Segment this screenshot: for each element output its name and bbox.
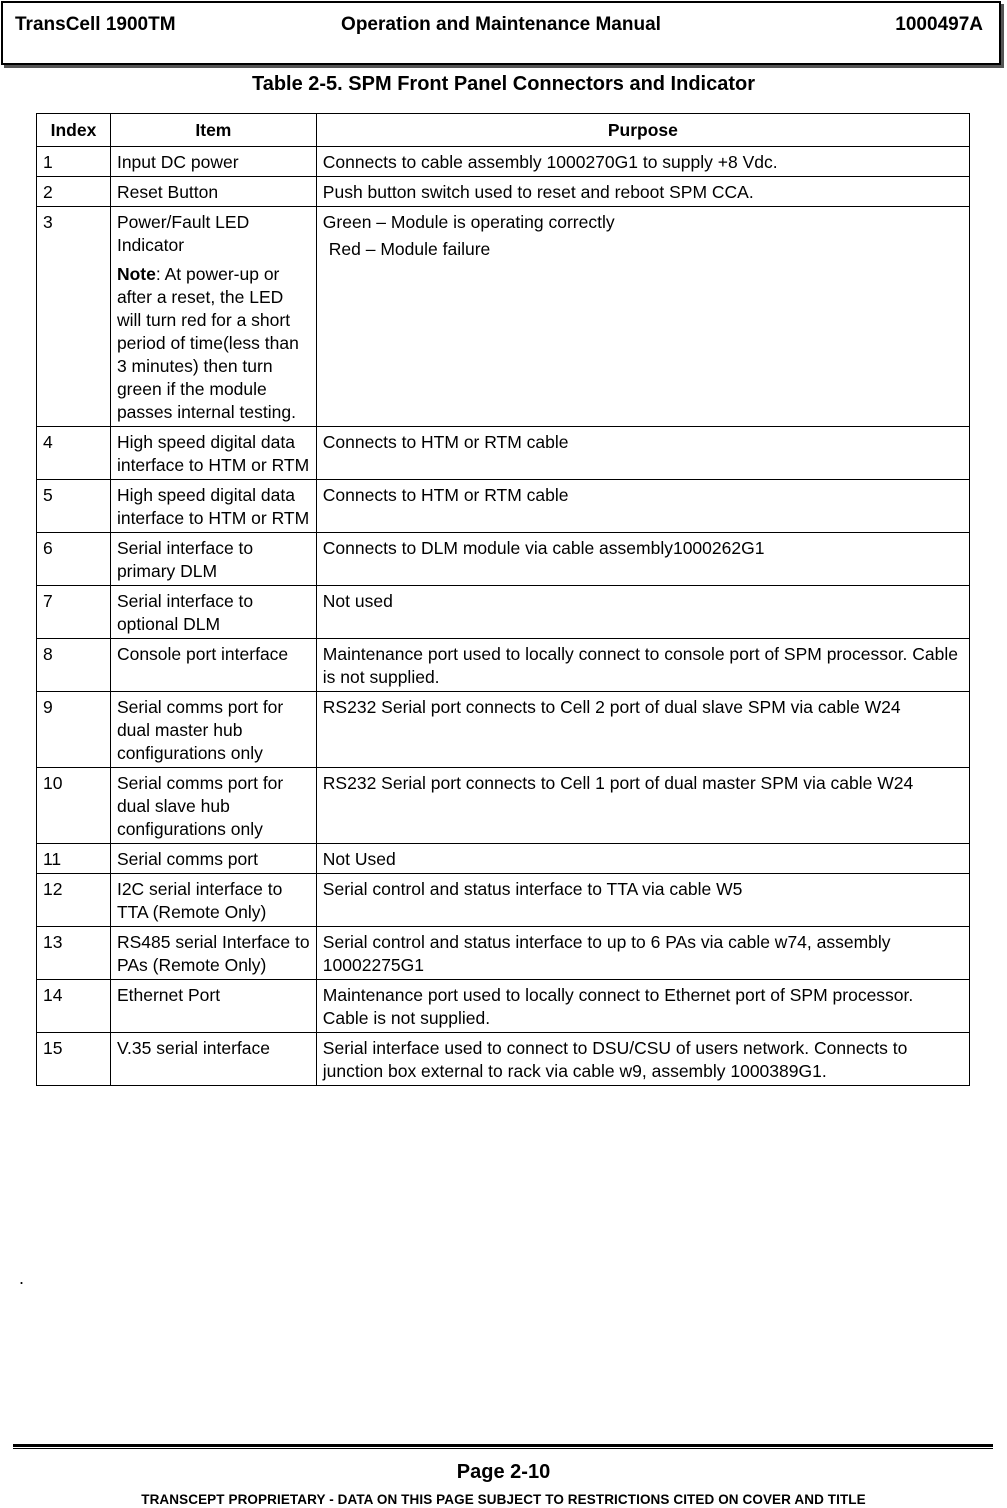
header-product: TransCell 1900TM [15,14,176,35]
row-purpose: Maintenance port used to locally connect to Ethernet port of SPM processor. Cable is not supplied. [316,980,969,1033]
row-purpose: Not used [316,586,969,639]
row-item: Ethernet Port [110,980,316,1033]
row-item: Serial comms port for dual master hub configurations only [110,692,316,768]
table-row [37,1033,970,1086]
note-label: Note [116,264,156,284]
row-item: High speed digital data interface to HTM or RTM [110,480,316,533]
connectors-table [36,113,970,1086]
row-purpose: Connects to HTM or RTM cable [316,427,969,480]
header-manual-title: Operation and Maintenance Manual [341,14,661,35]
row-index: 4 [37,427,111,480]
row-index: 9 [37,692,111,768]
row-purpose: Serial control and status interface to up to 6 PAs via cable w74, assembly 10002275G1 [316,927,969,980]
row-purpose: Green – Module is operating correctly [322,212,615,232]
row-item: Serial interface to primary DLM [110,533,316,586]
column-header-item: Item [110,114,316,147]
table-row [37,177,970,207]
row-item: Serial comms port for dual slave hub configurations only [110,768,316,844]
row-index: 7 [37,586,111,639]
note-text: : At power-up or after a reset, the LED will turn red for a short period of time(less than 3 minutes) then turn green if the module passes internal testing. [116,264,299,422]
page-number: Page 2-10 [456,1461,551,1483]
proprietary-notice: TRANSCEPT PROPRIETARY - DATA ON THIS PAGE SUBJECT TO RESTRICTIONS CITED ON COVER AND TITLE [141,1492,866,1507]
row-item: Power/Fault LED Indicator [116,212,250,255]
row-index: 2 [37,177,111,207]
trailing-mark: . [19,1268,25,1288]
row-purpose: RS232 Serial port connects to Cell 1 port of dual master SPM via cable W24 [316,768,969,844]
row-note [117,263,310,424]
table-row [37,927,970,980]
row-index: 6 [37,533,111,586]
table-row [37,768,970,844]
row-item: Reset Button [110,177,316,207]
table-row [37,207,970,427]
table-row [37,844,970,874]
row-item: High speed digital data interface to HTM or RTM [110,427,316,480]
row-index: 1 [37,147,111,177]
table-row [37,427,970,480]
row-index: 5 [37,480,111,533]
row-item: V.35 serial interface [110,1033,316,1086]
table-title: Table 2-5. SPM Front Panel Connectors and Indicator [251,73,756,95]
page-header [1,1,1001,65]
row-purpose: Connects to HTM or RTM cable [316,480,969,533]
table-row [37,639,970,692]
row-item-cell [110,207,316,427]
row-index: 12 [37,874,111,927]
table-row [37,980,970,1033]
table-row [37,692,970,768]
row-index: 11 [37,844,111,874]
row-purpose: Not Used [316,844,969,874]
row-purpose: Push button switch used to reset and reboot SPM CCA. [316,177,969,207]
table-row [37,533,970,586]
row-purpose: RS232 Serial port connects to Cell 2 port of dual slave SPM via cable W24 [316,692,969,768]
column-header-purpose: Purpose [316,114,969,147]
table-row [37,586,970,639]
row-item: Input DC power [110,147,316,177]
row-purpose: Serial interface used to connect to DSU/CSU of users network. Connects to junction box external to rack via cable w9, assembly 1000389G1. [316,1033,969,1086]
row-index: 15 [37,1033,111,1086]
row-item: Console port interface [110,639,316,692]
header-doc-number: 1000497A [895,14,983,35]
column-header-index: Index [37,114,111,147]
row-index: 3 [37,207,111,427]
row-purpose: Serial control and status interface to TTA via cable W5 [316,874,969,927]
row-purpose-cell [316,207,969,427]
row-item: Serial comms port [110,844,316,874]
row-purpose-2: Red – Module failure [328,239,491,259]
row-item: I2C serial interface to TTA (Remote Only) [110,874,316,927]
row-purpose: Maintenance port used to locally connect to console port of SPM processor. Cable is not supplied. [316,639,969,692]
table-row [37,147,970,177]
row-item: RS485 serial Interface to PAs (Remote Only) [110,927,316,980]
row-index: 10 [37,768,111,844]
row-index: 13 [37,927,111,980]
table-row [37,480,970,533]
row-purpose: Connects to cable assembly 1000270G1 to supply +8 Vdc. [316,147,969,177]
row-index: 14 [37,980,111,1033]
footer-divider [13,1444,993,1449]
row-index: 8 [37,639,111,692]
table-header-row [37,114,970,147]
row-purpose: Connects to DLM module via cable assembly1000262G1 [316,533,969,586]
row-item: Serial interface to optional DLM [110,586,316,639]
table-row [37,874,970,927]
